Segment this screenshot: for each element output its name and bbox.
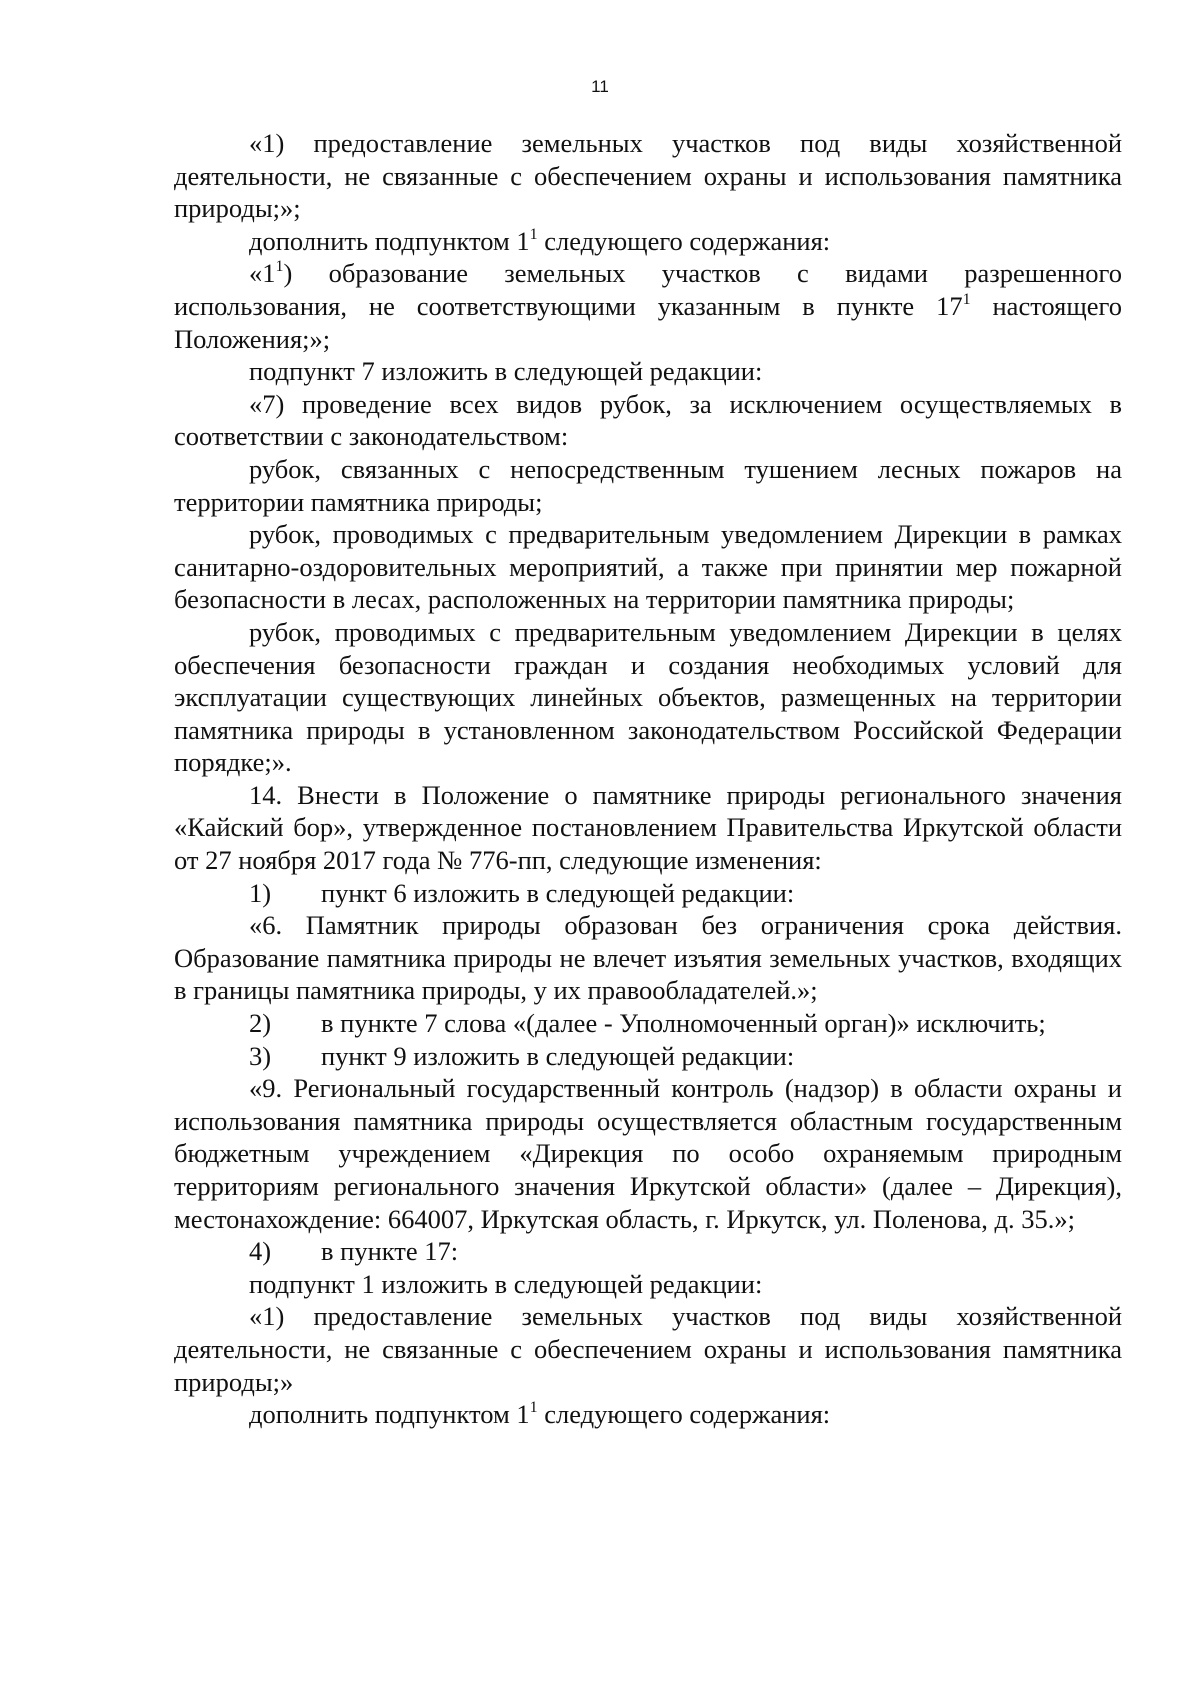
paragraph-text: настоящего Положения;»; [174, 290, 1122, 354]
paragraph-item-6-text: «6. Памятник природы образован без ограничения срока действия. Образование памятника природы не влечет изъятия земельных участков, входящих в границы памятника природы, у их правообладателей.»; [174, 910, 1122, 1006]
superscript: 1 [529, 1399, 538, 1417]
list-item-text: в пункте 7 слова «(далее - Уполномоченный орган)» исключить; [321, 1008, 1046, 1039]
paragraph-felling-safety: рубок, проводимых с предварительным уведомлением Дирекции в целях обеспечения безопасности граждан и создания необходимых условий для эксплуатации существующих линейных объектов, размещенных на территории памятника природы в установленном законодательством Российской Федерации порядке;». [174, 616, 1122, 778]
superscript: 1 [275, 258, 284, 276]
superscript: 1 [962, 290, 971, 308]
paragraph-text: дополнить подпунктом 1 [249, 225, 530, 256]
paragraph-subitem-1-text: «1) предоставление земельных участков под виды хозяйственной деятельности, не связанные с обеспечением охраны и использования памятника природы;»; [174, 128, 1122, 224]
paragraph-text: следующего содержания: [537, 1399, 831, 1430]
paragraph-subitem-1-text-repeat: «1) предоставление земельных участков под виды хозяйственной деятельности, не связанные с обеспечением охраны и использования памятника природы;» [174, 1301, 1122, 1397]
paragraph-text: дополнить подпунктом 1 [249, 1399, 530, 1430]
list-item-number: 1) [249, 877, 272, 908]
list-item-number: 4) [249, 1236, 272, 1267]
list-item-number: 3) [249, 1040, 272, 1071]
document-body [174, 127, 1122, 1431]
paragraph-subitem-7-text: «7) проведение всех видов рубок, за исключением осуществляемых в соответствии с законодательством: [174, 388, 1122, 452]
list-item-4 [174, 1235, 1122, 1268]
paragraph-text: «1 [249, 258, 276, 289]
list-item-text: в пункте 17: [321, 1236, 459, 1267]
paragraph-item-9-text: «9. Региональный государственный контроль (надзор) в области охраны и использования памятника природы осуществляется областным государственным бюджетным учреждением «Дирекция по особо охраняемым природным территориям регионального значения Иркутской области» (далее – Дирекция), местонахождение: 664007, Иркутская область, г. Иркутск, ул. Поленова, д. 35.»; [174, 1073, 1122, 1234]
list-item-1 [174, 877, 1122, 910]
paragraph-felling-sanitary: рубок, проводимых с предварительным уведомлением Дирекции в рамках санитарно-оздоровительных мероприятий, а также при принятии мер пожарной безопасности в лесах, расположенных на территории памятника природы; [174, 519, 1122, 615]
paragraph-text: ) образование земельных участков с видами разрешенного использования, не соответствующими указанным в пункте 17 [174, 258, 1122, 321]
paragraph-item-14: 14. Внести в Положение о памятнике природы регионального значения «Кайский бор», утвержденное постановлением Правительства Иркутской области от 27 ноября 2017 года № 776-пп, следующие изменения: [174, 779, 1122, 876]
paragraph-text: следующего содержания: [537, 225, 831, 256]
list-item-3 [174, 1040, 1122, 1073]
list-item-2 [174, 1007, 1122, 1040]
paragraph-felling-fire: рубок, связанных с непосредственным тушением лесных пожаров на территории памятника природы; [174, 453, 1122, 517]
paragraph-subitem-7-intro: подпункт 7 изложить в следующей редакции: [249, 356, 763, 387]
paragraph-subitem-1-1-text [174, 257, 1122, 355]
paragraph-add-subitem-1-1 [174, 225, 1122, 258]
list-item-number: 2) [249, 1008, 272, 1039]
paragraph-add-subitem-1-1-repeat [174, 1398, 1122, 1431]
list-item-text: пункт 6 изложить в следующей редакции: [321, 877, 795, 908]
page-number: 11 [591, 77, 609, 96]
paragraph-subitem-1-intro: подпункт 1 изложить в следующей редакции: [249, 1268, 763, 1299]
superscript: 1 [529, 225, 538, 243]
list-item-text: пункт 9 изложить в следующей редакции: [321, 1040, 795, 1071]
